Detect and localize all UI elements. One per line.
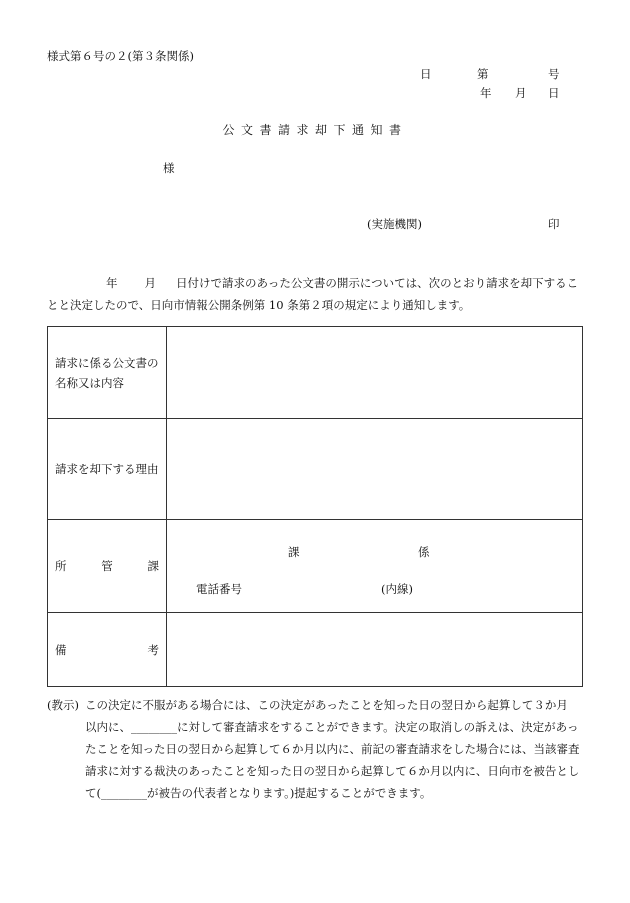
document-title: 公文書請求却下通知書 — [222, 123, 408, 137]
department-label-char-2: 管 — [101, 559, 113, 573]
ref-day: 日 — [420, 67, 432, 81]
remarks-label-char-1: 備 — [55, 642, 67, 657]
document-label-line-2: 名称又は内容 — [55, 375, 124, 390]
seal-mark: 印 — [548, 217, 560, 231]
notice-line-5: て(________が被告の代表者となります。)提起することができます。 — [85, 786, 432, 800]
date-month: 月 — [515, 86, 527, 100]
department-label-char-1: 所 — [55, 559, 67, 573]
table-row-department — [48, 520, 583, 613]
ref-go: 号 — [548, 67, 560, 81]
agency-label: (実施機関) — [367, 217, 422, 231]
table-row-document — [48, 327, 583, 419]
department-ka: 課 — [288, 545, 300, 559]
table-row-remarks — [48, 613, 583, 687]
form-number: 様式第６号の２(第３条関係) — [47, 49, 194, 63]
department-tel-label: 電話番号 — [196, 582, 242, 596]
body-month: 月 — [144, 276, 156, 290]
notice-line-2: 以内に、________に対して審査請求をすることができます。決定の取消しの訴えは、決定があっ — [85, 720, 579, 734]
body-line-2: とと決定したので、日向市情報公開条例第 10 条第２項の規定により通知します。 — [47, 298, 471, 312]
reason-value-cell[interactable] — [167, 419, 583, 520]
reason-label: 請求を却下する理由 — [48, 419, 167, 520]
department-extension-label: (内線) — [381, 582, 413, 596]
document-label — [48, 327, 167, 419]
document-label-line-1: 請求に係る公文書の — [55, 355, 159, 370]
department-label — [48, 520, 167, 613]
notice-lead: (教示) — [47, 698, 79, 712]
notice-line-1-text: この決定に不服がある場合には、この決定があったことを知った日の翌日から起算して３か月 — [85, 698, 568, 712]
remarks-label-char-2: 考 — [147, 642, 159, 657]
department-value-cell[interactable] — [167, 520, 583, 613]
notice-line-1 — [47, 694, 583, 716]
notice-line-3: たことを知った日の翌日から起算して６か月以内に、前記の審査請求をした場合には、当該審査 — [85, 742, 580, 756]
body-paragraph — [47, 272, 583, 316]
body-line-1 — [47, 272, 583, 294]
form-table — [47, 326, 583, 687]
department-kakari: 係 — [418, 545, 430, 559]
department-label-char-3: 課 — [147, 559, 159, 573]
instruction-notice — [47, 694, 583, 804]
remarks-label — [48, 613, 167, 687]
date-day: 日 — [548, 86, 560, 100]
notice-line-4: 請求に対する裁決のあったことを知った日の翌日から起算して６か月以内に、日向市を被告とし — [85, 764, 580, 778]
date-year: 年 — [480, 86, 492, 100]
body-year: 年 — [106, 276, 118, 290]
body-line-1-rest: 日付けで請求のあった公文書の開示については、次のとおり請求を却下するこ — [176, 276, 579, 290]
document-value-cell[interactable] — [167, 327, 583, 419]
addressee-suffix: 様 — [163, 161, 175, 175]
table-row-reason — [48, 419, 583, 520]
ref-dai: 第 — [477, 67, 489, 81]
remarks-value-cell[interactable] — [167, 613, 583, 687]
